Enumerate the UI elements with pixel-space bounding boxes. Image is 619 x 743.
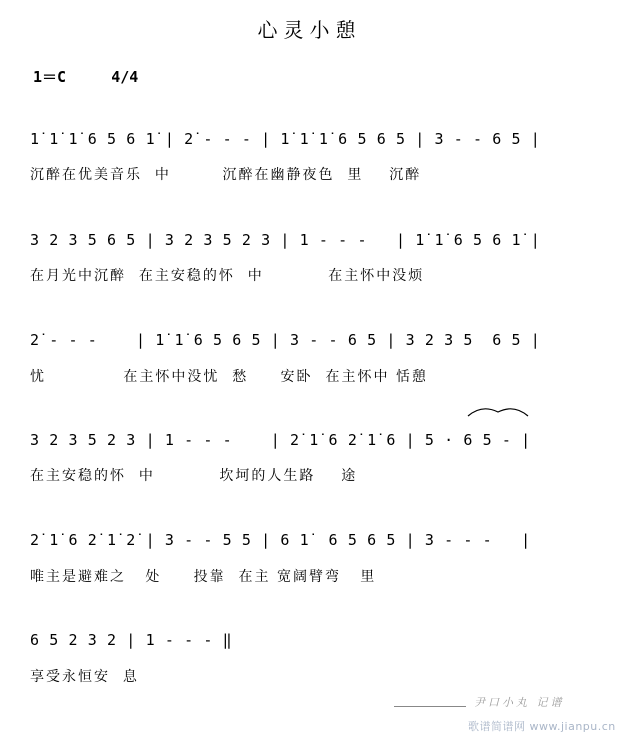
transcriber-credit: 尹口小丸 记谱 bbox=[474, 696, 565, 709]
lyrics-row-2: 在月光中沉醉 在主安稳的怀 中 在主怀中没烦 bbox=[30, 268, 425, 284]
notation-row-6: 6 5 2 3 2 | 1 - - - ‖ bbox=[30, 631, 233, 649]
notation-row-1: 1̇ 1̇ 1̇ 6 5 6 1̇ | 2̇ - - - | 1̇ 1̇ 1̇ 6 5 6 5 | 3 - - 6 5 | bbox=[30, 130, 541, 148]
lyrics-row-1: 沉醉在优美音乐 中 沉醉在幽静夜色 里 沉醉 bbox=[30, 167, 422, 183]
notation-row-5: 2̇ 1̇ 6 2̇ 1̇ 2̇ | 3 - - 5 5 | 6 1̇ 6 5 6 5 | 3 - - - | bbox=[30, 531, 531, 549]
notation-row-3: 2̇ - - - | 1̇ 1̇ 6 5 6 5 | 3 - - 6 5 | 3 2 3 5 6 5 | bbox=[30, 331, 541, 349]
notation-row-4: 3 2 3 5 2 3 | 1 - - - | 2̇ 1̇ 6 2̇ 1̇ 6 | 5 · 6 5 - | bbox=[30, 431, 531, 449]
lyrics-row-6: 享受永恒安 息 bbox=[30, 669, 139, 685]
credit-divider bbox=[394, 706, 466, 707]
lyrics-row-4: 在主安稳的怀 中 坎坷的人生路 途 bbox=[30, 468, 358, 484]
site-watermark: 歌谱简谱网 www.jianpu.cn bbox=[468, 720, 616, 733]
tie-slur-icon bbox=[466, 404, 530, 418]
notation-row-2: 3 2 3 5 6 5 | 3 2 3 5 2 3 | 1 - - - | 1̇ 1̇ 6 5 6 1̇ | bbox=[30, 231, 541, 249]
lyrics-row-3: 忧 在主怀中没忧 愁 安卧 在主怀中 恬憩 bbox=[30, 369, 428, 385]
score-title: 心灵小憩 bbox=[257, 18, 362, 42]
key-signature: 1＝C 4/4 bbox=[33, 68, 139, 86]
lyrics-row-5: 唯主是避难之 处 投靠 在主 宽阔臂弯 里 bbox=[30, 569, 377, 585]
